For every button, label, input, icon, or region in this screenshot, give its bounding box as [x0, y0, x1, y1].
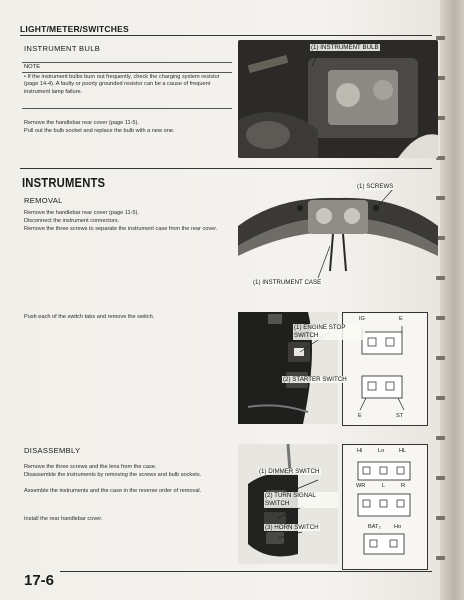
removal-step-1: Remove the handlebar rear cover (page 11-5).: [24, 210, 139, 216]
removal-step-3: Remove the three screws to separate the instrument case from the rear cover.: [24, 226, 218, 232]
bulb-step-2: Pull out the bulb socket and replace the bulb with a new one.: [24, 128, 175, 134]
binding-edge: [440, 0, 464, 600]
horn-pin-bat: BAT₂: [368, 524, 381, 530]
note-top-rule: [22, 62, 232, 63]
instruments-rule: [20, 168, 432, 169]
instruments-title: INSTRUMENTS: [22, 176, 106, 190]
turn-pin-wr: WR: [356, 483, 366, 489]
turn-pin-r: R: [401, 483, 406, 489]
footer-rule: [60, 571, 432, 572]
instrument-bulb-title: INSTRUMENT BULB: [24, 44, 101, 53]
header-rule: [20, 35, 432, 36]
turn-pin-l: L: [382, 483, 386, 489]
note-box: [22, 62, 232, 110]
instrument-case-diagram: [238, 186, 438, 286]
disassembly-step-2: Disassemble the instruments by removing the screws and bulb sockets.: [24, 472, 202, 478]
note-label: NOTE: [24, 64, 41, 70]
starter-pin-st: ST: [396, 413, 404, 419]
bulb-step-1: Remove the handlebar rear cover (page 11-5).: [24, 120, 139, 126]
turn-signal-callout: (2) TURN SIGNAL SWITCH: [264, 492, 338, 508]
removal-step-2: Disconnect the instrument connectors.: [24, 218, 120, 224]
starter-switch-callout: (2) STARTER SWITCH: [283, 376, 347, 383]
install-text: Install the rear handlebar cover.: [24, 516, 103, 522]
instrument-case-callout: (1) INSTRUMENT CASE: [253, 279, 322, 286]
instrument-bulb-callout: (1) INSTRUMENT BULB: [311, 44, 379, 51]
disassembly-step-1: Remove the three screws and the lens from the case.: [24, 464, 157, 470]
page-number: 17-6: [24, 572, 55, 589]
engine-stop-pin-ig: IG: [359, 316, 365, 322]
disassembly-step-3: Assemble the instruments and the case in the reverse order of removal.: [24, 488, 202, 494]
switch-connectors-2: [350, 454, 420, 566]
horn-pin-ho: Ho: [394, 524, 402, 530]
dimmer-pin-lo: Lo: [378, 448, 385, 454]
horn-switch-callout: (3) HORN SWITCH: [265, 524, 319, 531]
bulb-leader-line: [290, 48, 370, 68]
note-mid-rule: [22, 72, 232, 73]
screws-callout: (1) SCREWS: [357, 183, 394, 190]
engine-stop-callout: (1) ENGINE STOP SWITCH: [293, 324, 365, 340]
engine-stop-pin-e: E: [399, 316, 403, 322]
dimmer-pin-hl: HL: [399, 448, 407, 454]
note-text: • If the instrument bulbs burn out frequently, check the charging system resistor (page 14-4). A faulty or poorly grounded resistor can be a cause of frequent instrument lamp failure.: [24, 74, 220, 95]
dimmer-pin-hi: Hi: [357, 448, 363, 454]
note-bottom-rule: [22, 108, 232, 109]
section-header: LIGHT/METER/SWITCHES: [20, 24, 129, 34]
starter-pin-e: E: [358, 413, 362, 419]
removal-title: REMOVAL: [24, 196, 63, 205]
switch-removal-text: Push each of the switch tabs and remove the switch.: [24, 314, 155, 320]
disassembly-title: DISASSEMBLY: [24, 446, 81, 455]
dimmer-switch-callout: (1) DIMMER SWITCH: [259, 468, 320, 475]
